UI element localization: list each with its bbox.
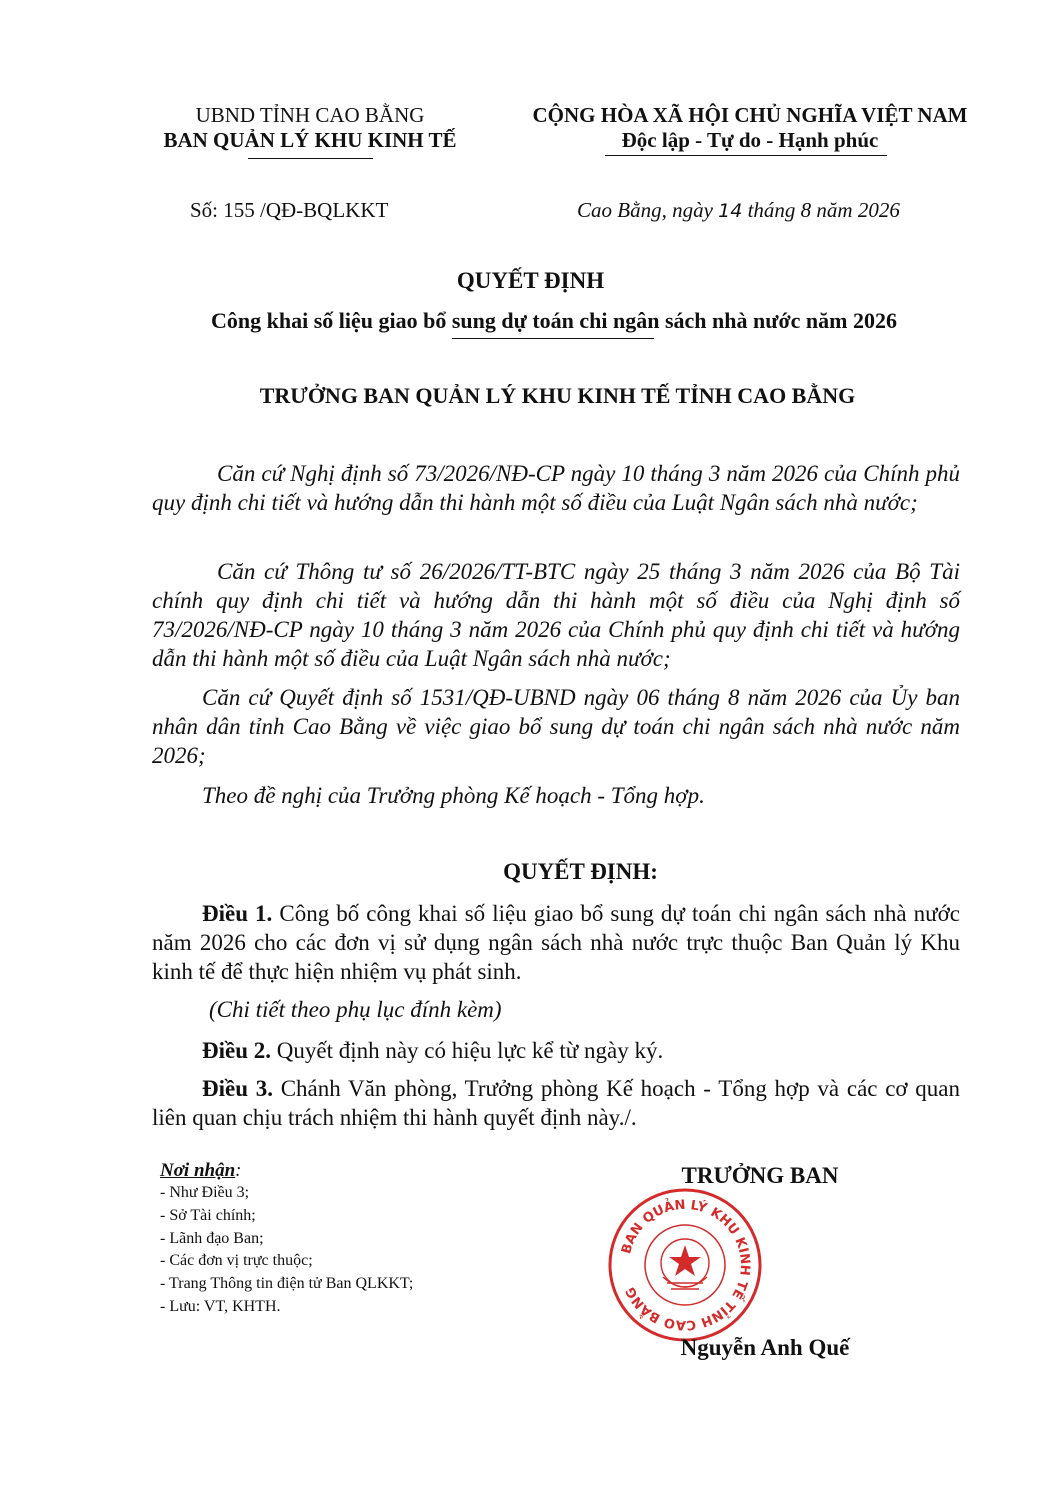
article-1-note: (Chi tiết theo phụ lục đính kèm) <box>209 997 502 1022</box>
official-seal-icon <box>605 1185 765 1345</box>
recipient-item: - Các đơn vị trực thuộc; <box>160 1252 313 1270</box>
agency-parent: UBND TỈNH CAO BẰNG <box>195 103 425 127</box>
recipient-item: - Sở Tài chính; <box>160 1206 256 1224</box>
legal-basis-1: Căn cứ Nghị định số 73/2026/NĐ-CP ngày 10 tháng 3 năm 2026 của Chính phủ quy định chi tiết và hướng dẫn thi hành một số điều của Luật Ngân sách nhà nước; <box>152 461 960 515</box>
motto-underline <box>605 155 887 156</box>
recipient-item: - Như Điều 3; <box>160 1184 250 1201</box>
recipient-item: - Lãnh đạo Ban; <box>160 1229 264 1247</box>
recipients-colon: : <box>235 1160 242 1181</box>
article-3 <box>152 1074 960 1132</box>
document-title: QUYẾT ĐỊNH <box>456 268 605 293</box>
signer-position: TRƯỞNG BAN <box>681 1163 839 1188</box>
article-1-label: Điều 1. <box>202 901 273 926</box>
agency-name: BAN QUẢN LÝ KHU KINH TẾ <box>163 128 457 152</box>
article-1 <box>152 899 960 986</box>
legal-basis-2: Căn cứ Thông tư số 26/2026/TT-BTC ngày 25 tháng 3 năm 2026 của Bộ Tài chính quy định chi tiết và hướng dẫn thi hành một số điều của Nghị định số 73/2026/NĐ-CP ngày 10 tháng 3 năm 2026 của Chính phủ quy định chi tiết và hướng dẫn thi hành một số điều của Luật Ngân sách nhà nước; <box>152 559 960 671</box>
subtitle-underline <box>452 338 654 339</box>
svg-text:BAN QUẢN LÝ KHU KINH TẾ TỈNH C: BAN QUẢN LÝ KHU KINH TẾ TỈNH CAO BẰNG <box>619 1197 753 1333</box>
agency-underline <box>248 158 373 159</box>
recipient-item: - Lưu: VT, KHTH. <box>160 1297 281 1315</box>
recipients-list <box>160 1182 540 1319</box>
document-number: Số: 155 /QĐ-BQLKKT <box>190 198 389 222</box>
article-3-label: Điều 3. <box>202 1076 273 1101</box>
document-subtitle: Công khai số liệu giao bổ sung dự toán chi ngân sách nhà nước năm 2026 <box>211 308 897 333</box>
document-date <box>577 196 900 225</box>
national-title: CỘNG HÒA XÃ HỘI CHỦ NGHĨA VIỆT NAM <box>532 103 968 127</box>
decision-heading: QUYẾT ĐỊNH: <box>503 859 658 884</box>
national-motto: Độc lập - Tự do - Hạnh phúc <box>621 128 879 152</box>
article-2-label: Điều 2. <box>202 1038 271 1063</box>
date-suffix: tháng 8 năm 2026 <box>747 198 900 222</box>
article-2-text: Quyết định này có hiệu lực kể từ ngày ký. <box>271 1038 664 1063</box>
article-1-text: Công bố công khai số liệu giao bổ sung dự toán chi ngân sách nhà nước năm 2026 cho các đơn vị sử dụng ngân sách nhà nước trực thuộc Ban Quản lý Khu kinh tế để thực hiện nhiệm vụ phát sinh. <box>152 901 961 984</box>
issuing-authority: TRƯỞNG BAN QUẢN LÝ KHU KINH TẾ TỈNH CAO BẰNG <box>259 383 856 408</box>
recipients-heading-text: Nơi nhận <box>160 1160 236 1181</box>
article-2 <box>152 1036 960 1065</box>
article-3-text: Chánh Văn phòng, Trưởng phòng Kế hoạch - Tổng hợp và các cơ quan liên quan chịu trách nhiệm thi hành quyết định này./. <box>152 1076 961 1130</box>
signer-name: Nguyễn Anh Quế <box>680 1335 850 1360</box>
legal-basis-3: Căn cứ Quyết định số 1531/QĐ-UBND ngày 06 tháng 8 năm 2026 của Ủy ban nhân dân tỉnh Cao Bằng về việc giao bổ sung dự toán chi ngân sách nhà nước năm 2026; <box>152 685 960 768</box>
recipients-block <box>160 1160 540 1319</box>
recipient-item: - Trang Thông tin điện tử Ban QLKKT; <box>160 1275 414 1293</box>
date-day: 14 <box>718 200 743 222</box>
proposal-line: Theo đề nghị của Trưởng phòng Kế hoạch - Tổng hợp. <box>202 783 705 808</box>
recipients-heading <box>160 1160 540 1182</box>
date-prefix: Cao Bằng, ngày <box>577 198 713 222</box>
